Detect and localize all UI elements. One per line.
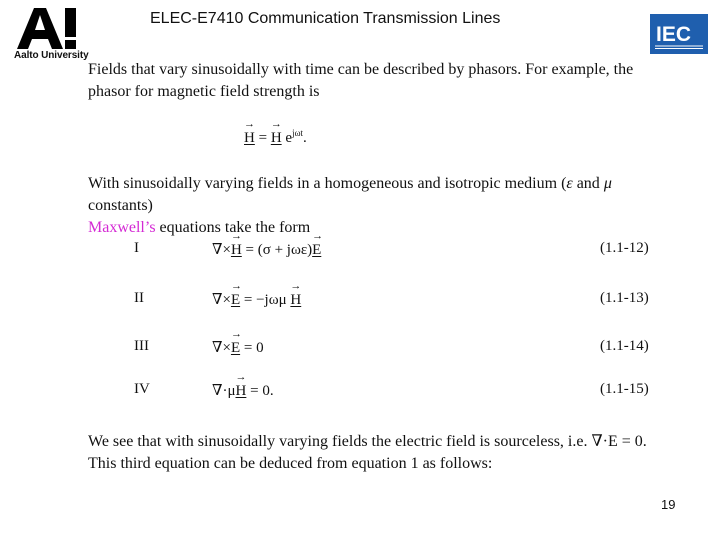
sourceless-paragraph: We see that with sinusoidally varying fields the electric field is sourceless, i.e. ∇·E = 0. This third equation can be deduced from equation 1 as follows: — [88, 433, 647, 472]
slide-title: ELEC-E7410 Communication Transmission Lines — [150, 10, 501, 27]
iec-logo — [650, 14, 708, 54]
equation-number: (1.1-14) — [600, 338, 649, 354]
equation-number: (1.1-13) — [600, 290, 649, 306]
equation-label: I — [134, 240, 139, 256]
aalto-logo-subtitle: Aalto University — [14, 50, 89, 61]
phasor-intro-paragraph: Fields that vary sinusoidally with time can be described by phasors. For example, the phasor for magnetic field strength is — [88, 61, 634, 100]
equation-expression: ∇×→ E = 0 — [212, 338, 264, 357]
equation-number: (1.1-12) — [600, 240, 649, 256]
equation-expression: ∇×→ E = −jωμ → H — [212, 290, 301, 309]
page-number: 19 — [661, 497, 676, 512]
phasor-exponent: jωt — [292, 128, 304, 138]
divergence-expression: ∇·E = 0 — [591, 433, 643, 450]
aalto-logo-mark — [14, 6, 78, 50]
maxwell-intro-paragraph: With sinusoidally varying fields in a homogeneous and isotropic medium (ε and μ constants) Maxwell’s equations take the form — [88, 175, 612, 236]
equation-label: IV — [134, 381, 150, 397]
phasor-formula: → H = → H $e^{j\omega t}$. — [244, 128, 307, 147]
phasor-lhs: → H — [244, 130, 255, 147]
equation-label: II — [134, 290, 144, 306]
iec-logo-text: IEC — [656, 23, 692, 46]
maxwell-link[interactable]: Maxwell’s — [88, 219, 156, 236]
equation-label: III — [134, 338, 149, 354]
phasor-rhs: → H — [271, 130, 282, 147]
equation-expression: ∇×→ H = (σ + jωε)→ E — [212, 240, 321, 259]
equation-expression: ∇·μ→ H = 0. — [212, 381, 274, 400]
equation-number: (1.1-15) — [600, 381, 649, 397]
